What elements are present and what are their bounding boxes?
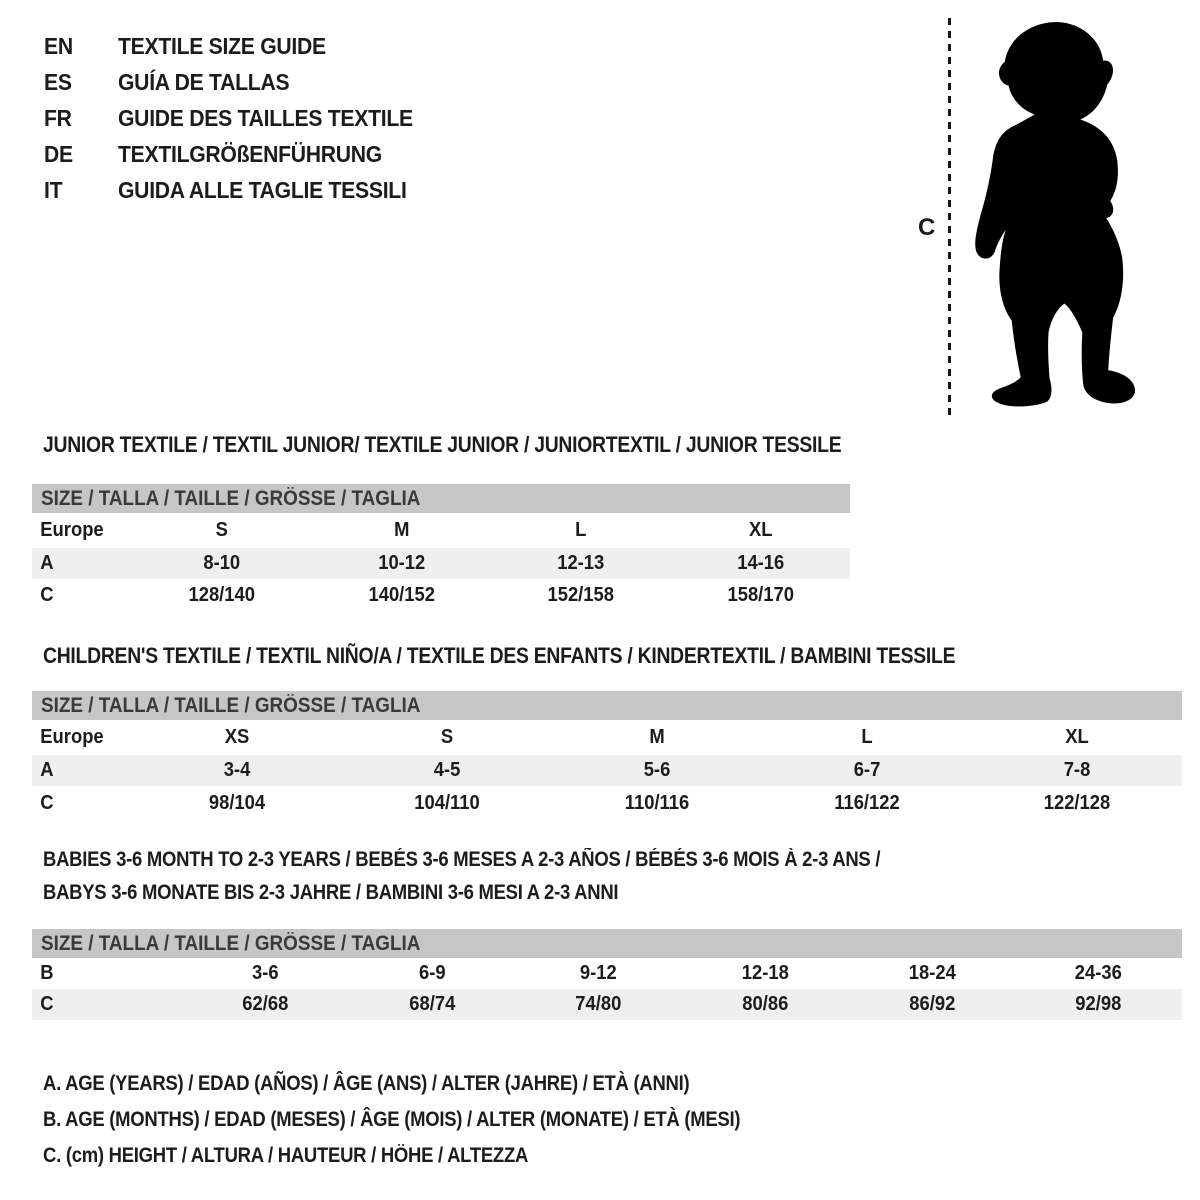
babies-size-header-bar: [32, 929, 1182, 958]
age-cell: 12-18: [741, 962, 789, 984]
children-section-title: CHILDREN'S TEXTILE / TEXTIL NIÑO/A / TEXTILE DES ENFANTS / KINDERTEXTIL / BAMBINI TESSILE: [43, 643, 956, 668]
age-cell: 10-12: [377, 552, 425, 574]
size-cell: M: [649, 726, 665, 748]
height-cell: 68/74: [408, 993, 456, 1015]
table-row-europe: [32, 513, 850, 548]
age-cell: 5-6: [643, 759, 671, 781]
size-cell: S: [440, 726, 454, 748]
babies-section-title-line2: BABYS 3-6 MONATE BIS 2-3 JAHRE / BAMBINI 3-6 MESI A 2-3 ANNI: [43, 881, 619, 904]
height-cell: 80/86: [742, 993, 789, 1015]
table-row-age-years: [32, 755, 1182, 786]
row-label: C: [40, 993, 54, 1015]
age-cell: 6-9: [418, 962, 446, 984]
age-cell: 8-10: [203, 552, 241, 574]
height-cell: 104/110: [414, 791, 480, 814]
height-measure-label: C: [918, 214, 936, 241]
age-cell: 7-8: [1063, 759, 1091, 781]
size-cell: M: [393, 519, 409, 541]
age-cell: 3-4: [223, 759, 251, 781]
height-cell: 116/122: [834, 791, 900, 814]
language-code: IT: [44, 176, 63, 203]
size-cell: S: [215, 519, 228, 541]
language-title: TEXTILE SIZE GUIDE: [118, 32, 326, 59]
language-title: GUIDA ALLE TAGLIE TESSILI: [118, 176, 407, 203]
language-header: [44, 28, 439, 208]
height-cell: 158/170: [726, 583, 794, 606]
height-cell: 110/116: [624, 791, 690, 814]
legend-line-b: B. AGE (MONTHS) / EDAD (MESES) / ÂGE (MOIS) / ALTER (MONATE) / ETÀ (MESI): [43, 1108, 741, 1131]
row-label: C: [40, 583, 54, 606]
age-cell: 14-16: [736, 552, 784, 574]
language-title: GUÍA DE TALLAS: [118, 68, 290, 95]
height-cell: 98/104: [208, 791, 266, 814]
table-row-europe: [32, 720, 1182, 755]
table-row-height-cm: [32, 579, 850, 611]
height-cell: 74/80: [575, 993, 622, 1015]
age-cell: 3-6: [252, 962, 279, 984]
table-row-height-cm: [32, 786, 1182, 820]
row-label: C: [40, 791, 54, 814]
table-row-height-cm: [32, 989, 1182, 1020]
language-code: FR: [44, 104, 72, 131]
size-header-label: SIZE / TALLA / TAILLE / GRÖSSE / TAGLIA: [41, 693, 421, 717]
age-cell: 18-24: [908, 962, 956, 984]
row-label: Europe: [40, 519, 104, 541]
row-label: Europe: [40, 726, 104, 748]
junior-size-header-bar: [32, 484, 850, 513]
height-cell: 62/68: [242, 993, 289, 1015]
row-label: A: [40, 759, 54, 781]
size-cell: XL: [1065, 726, 1089, 748]
table-row-age-years: [32, 548, 850, 579]
language-code: DE: [44, 140, 73, 167]
language-row-en: [44, 28, 439, 64]
toddler-silhouette-icon: [963, 10, 1141, 408]
size-cell: XS: [224, 726, 250, 748]
size-cell: XL: [748, 519, 773, 541]
language-code: ES: [44, 68, 72, 95]
babies-section-title-line1: BABIES 3-6 MONTH TO 2-3 YEARS / BEBÉS 3-6 MESES A 2-3 AÑOS / BÉBÉS 3-6 MOIS À 2-3 ANS /: [43, 848, 881, 871]
age-cell: 9-12: [580, 962, 618, 984]
language-title: GUIDE DES TAILLES TEXTILE: [118, 104, 413, 131]
size-header-label: SIZE / TALLA / TAILLE / GRÖSSE / TAGLIA: [41, 486, 421, 510]
language-code: EN: [44, 32, 73, 59]
legend-line-c: C. (cm) HEIGHT / ALTURA / HAUTEUR / HÖHE / ALTEZZA: [43, 1144, 529, 1167]
height-cell: 122/128: [1043, 791, 1111, 814]
size-cell: L: [861, 726, 873, 748]
age-cell: 4-5: [433, 759, 461, 781]
row-label: A: [40, 552, 54, 574]
babies-size-table: [32, 929, 1182, 1020]
age-cell: 12-13: [557, 552, 605, 574]
language-row-es: [44, 64, 439, 100]
age-cell: 24-36: [1075, 962, 1123, 984]
language-row-de: [44, 136, 439, 172]
height-cell: 92/98: [1075, 993, 1122, 1015]
age-cell: 6-7: [853, 759, 881, 781]
table-row-age-months: [32, 958, 1182, 989]
language-row-it: [44, 172, 439, 208]
language-row-fr: [44, 100, 439, 136]
size-cell: L: [575, 519, 587, 541]
size-header-label: SIZE / TALLA / TAILLE / GRÖSSE / TAGLIA: [41, 931, 421, 955]
height-cell: 128/140: [188, 583, 255, 606]
height-dashed-line: [948, 18, 951, 415]
row-label: B: [40, 962, 54, 984]
children-size-table: [32, 691, 1182, 820]
height-cell: 152/158: [547, 583, 614, 606]
language-title: TEXTILGRÖßENFÜHRUNG: [118, 140, 382, 167]
height-cell: 86/92: [908, 993, 956, 1015]
height-cell: 140/152: [367, 583, 435, 606]
junior-size-table: [32, 484, 850, 611]
junior-section-title: JUNIOR TEXTILE / TEXTIL JUNIOR/ TEXTILE JUNIOR / JUNIORTEXTIL / JUNIOR TESSILE: [43, 432, 842, 457]
legend-line-a: A. AGE (YEARS) / EDAD (AÑOS) / ÂGE (ANS) / ALTER (JAHRE) / ETÀ (ANNI): [43, 1072, 690, 1095]
children-size-header-bar: [32, 691, 1182, 720]
